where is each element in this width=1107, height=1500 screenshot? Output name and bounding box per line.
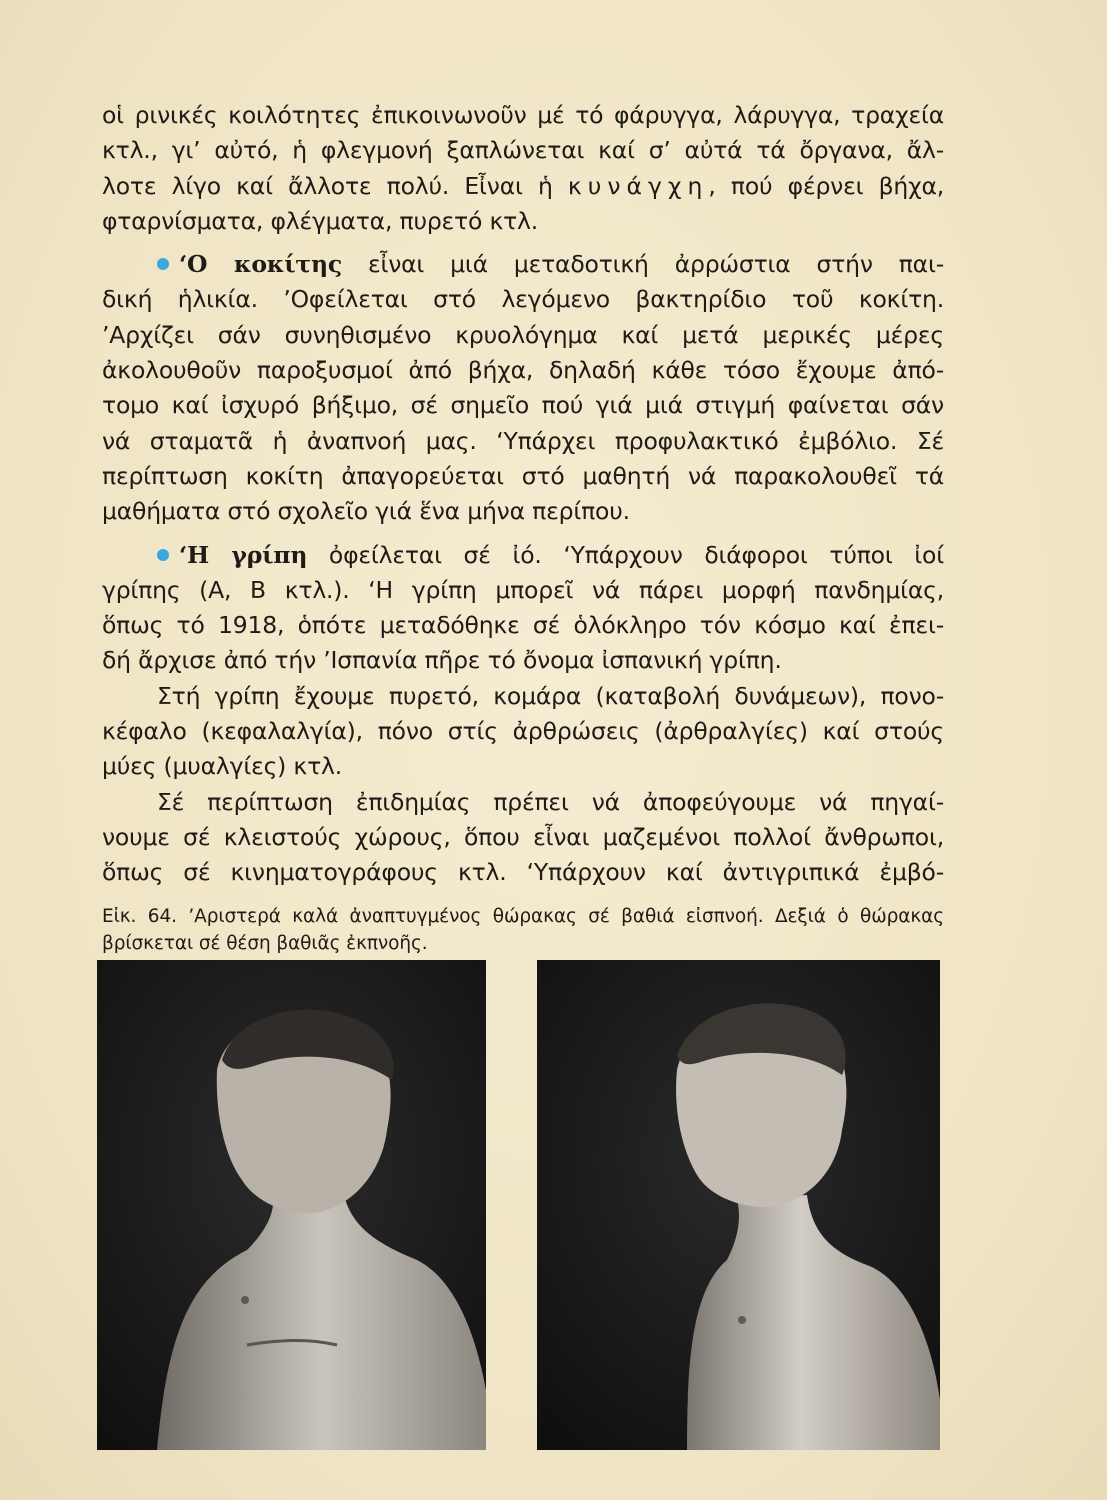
text-line: Στή γρίπη ἔχουμε πυρετό, κομάρα (καταβολή δυνάμεων), πονο- [157,681,944,710]
text-line: νά σταματᾶ ἡ ἀναπνοή μας. ‘Υπάρχει προφυλακτικό ἐμβόλιο. Σέ [102,426,944,455]
body-text [102,98,944,891]
text-fragment: ὀφείλεται σέ ἰό. ‘Υπάρχουν διάφοροι τύποι ἰοί [328,540,944,569]
caption-line: βρίσκεται σέ θέση βαθιᾶς ἐκπνοῆς. [102,933,428,954]
text-line [102,247,944,282]
text-line: κτλ., γι’ αὐτό, ἡ φλεγμονή ξαπλώνεται καί σ’ αὐτά τά ὄργανα, ἄλ- [102,136,944,165]
text-line: τομο καί ἰσχυρό βήξιμο, σέ σημεῖο πού γιά μιά στιγμή φαίνεται σάν [102,391,944,420]
text-line: δή ἄρχισε ἀπό τήν ’Ισπανία πῆρε τό ὄνομα ἰσπανική γρίπη. [102,646,782,675]
text-fragment: εἶναι μιά μεταδοτική ἀρρώστια στήν παι- [367,250,944,279]
text-fragment: , πού φέρνει βήχα, [708,171,944,200]
text-line: νουμε σέ κλειστούς χώρους, ὅπου εἶναι μαζεμένοι πολλοί ἄνθρωποι, [102,822,944,851]
text-line: ἀκολουθοῦν παροξυσμοί ἀπό βήχα, δηλαδή κάθε τόσο ἔχουμε ἀπό- [102,356,944,385]
term-kokitis: ‘Ο κοκίτης [179,250,342,279]
boy-profile-right-image [537,960,940,1450]
photo-deep-exhalation [537,960,940,1450]
term-gripi: ‘Η γρίπη [179,540,308,569]
text-line: φταρνίσματα, φλέγματα, πυρετό κτλ. [102,206,539,235]
text-line: μύες (μυαλγίες) κτλ. [102,752,342,781]
bullet-icon [157,258,169,270]
spaced-term-kynanchi: κυνάγχη [567,171,709,200]
text-line: ’Αρχίζει σάν συνηθισμένο κρυολόγημα καί μετά μερικές μέρες [102,320,944,349]
text-line: Σέ περίπτωση ἐπιδημίας πρέπει νά ἀποφεύγουμε νά πηγαί- [157,787,944,816]
text-line: μαθήματα στό σχολεῖο γιά ἕνα μήνα περίπου. [102,497,630,526]
caption-line: Εἰκ. 64. ’Αριστερά καλά ἀναπτυγμένος θώρακας σέ βαθιά εἰσπνοή. Δεξιά ὁ θώρακας [102,906,944,927]
text-fragment: λοτε λίγο καί ἄλλοτε πολύ. Εἶναι ἡ [102,171,553,200]
text-line: γρίπης (Α, Β κτλ.). ‘Η γρίπη μπορεῖ νά πάρει μορφή πανδημίας, [102,575,944,604]
boy-profile-left-image [97,960,486,1450]
text-line [102,538,944,573]
text-line [102,169,944,204]
text-line: δική ἡλικία. ’Οφείλεται στό λεγόμενο βακτηρίδιο τοῦ κοκίτη. [102,285,944,314]
text-line: κέφαλο (κεφαλαλγία), πόνο στίς ἀρθρώσεις (ἀρθραλγίες) καί στούς [102,717,944,746]
text-line: περίπτωση κοκίτη ἀπαγορεύεται στό μαθητή νά παρακολουθεῖ τά [102,461,944,490]
text-line: ὅπως σέ κινηματογράφους κτλ. ‘Υπάρχουν καί ἀντιγριπικά ἐμβό- [102,858,944,887]
figure-caption [102,903,944,957]
photo-deep-inhalation [97,960,486,1450]
text-line: ὅπως τό 1918, ὁπότε μεταδόθηκε σέ ὁλόκληρο τόν κόσμο καί ἐπει- [102,611,944,640]
text-line: οἱ ρινικές κοιλότητες ἐπικοινωνοῦν μέ τό φάρυγγα, λάρυγγα, τραχεία [102,101,944,129]
bullet-icon [157,549,169,561]
